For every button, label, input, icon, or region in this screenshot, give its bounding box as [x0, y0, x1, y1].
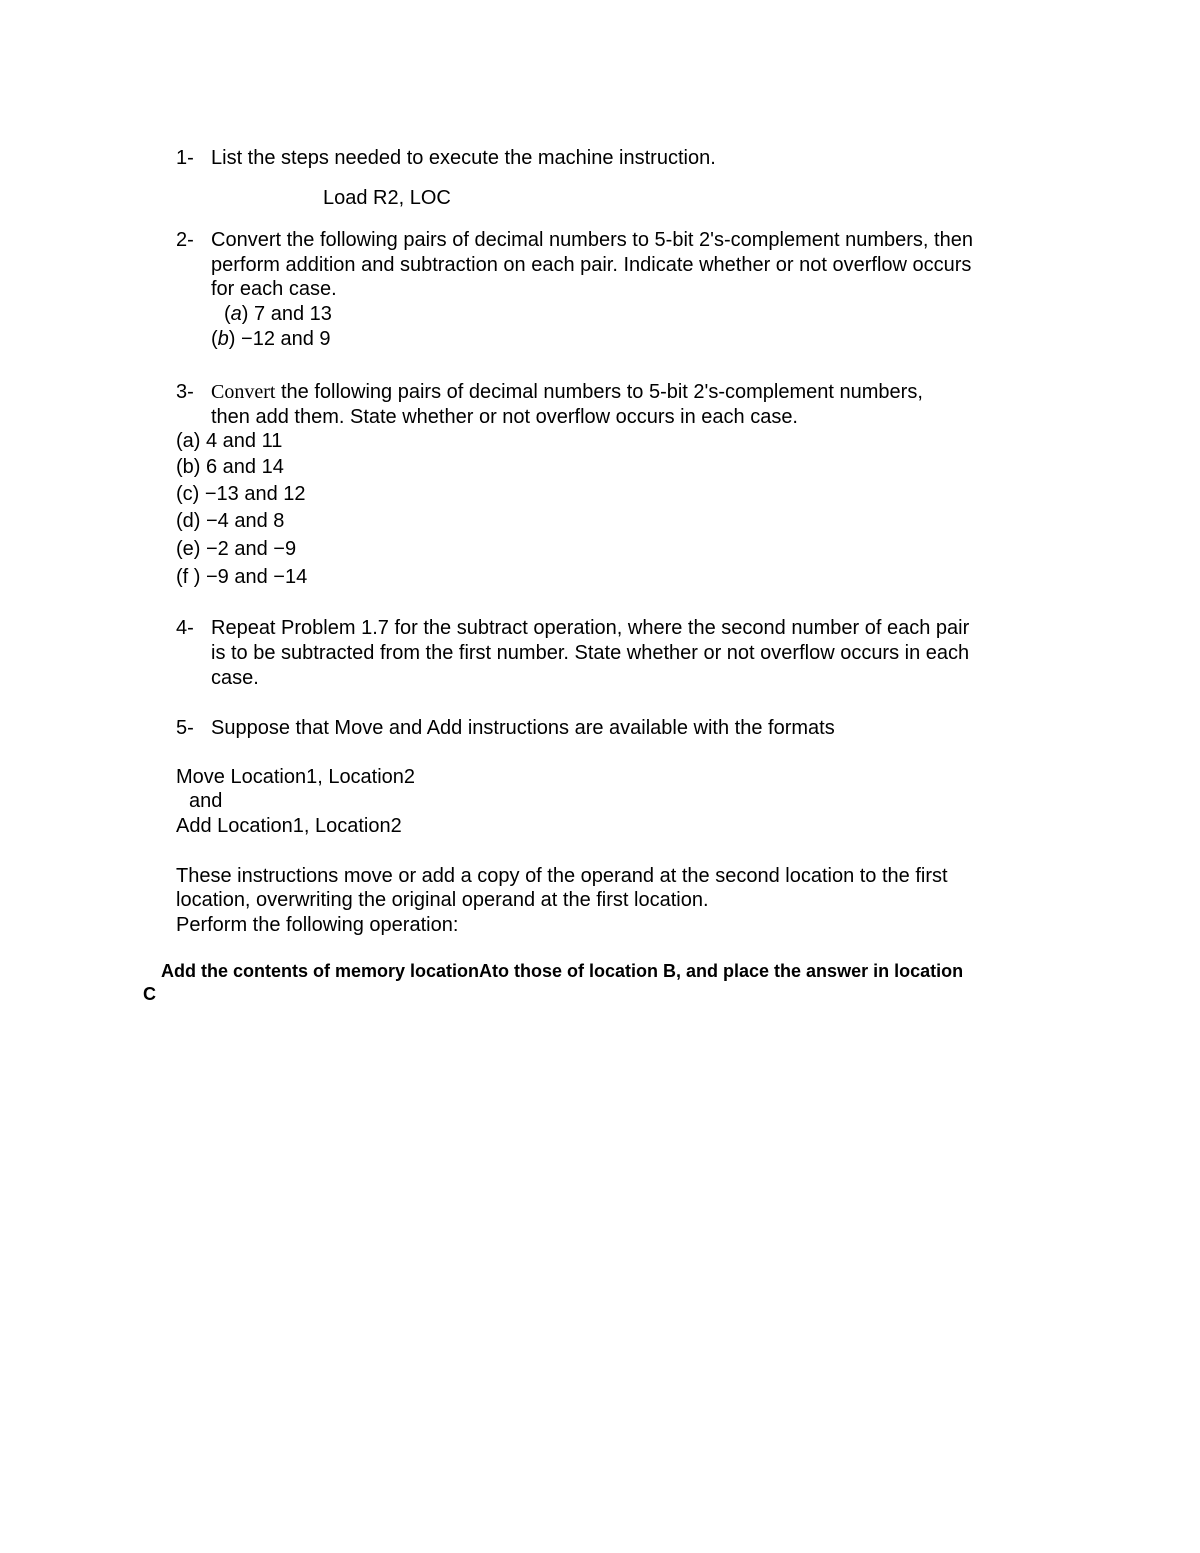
question-5-task-continuation: C [143, 984, 156, 1004]
question-5-text: Suppose that Move and Add instructions are available with the formats [211, 717, 835, 739]
question-3-item: (a) 4 and 11 [176, 430, 283, 452]
question-3-item: (f ) −9 and −14 [176, 566, 308, 588]
question-5-explanation: These instructions move or add a copy of the operand at the second location to the first [176, 865, 948, 887]
question-5-explanation: location, overwriting the original operand at the first location. [176, 889, 709, 911]
question-4-line: Repeat Problem 1.7 for the subtract operation, where the second number of each pair [211, 617, 970, 639]
question-4-line: case. [211, 667, 259, 689]
question-5-task: Add the contents of memory locationAto those of location B, and place the answer in location [161, 961, 964, 981]
question-3-number: 3- [176, 381, 194, 403]
question-2-number: 2- [176, 229, 194, 251]
question-2-line: for each case. [211, 278, 337, 300]
question-4-number: 4- [176, 617, 194, 639]
question-2-item-a: (a) 7 and 13 [224, 303, 332, 325]
question-5-explanation: Perform the following operation: [176, 914, 459, 936]
question-3-line [211, 380, 923, 404]
question-1-text: List the steps needed to execute the machine instruction. [211, 147, 716, 169]
question-3-item: (e) −2 and −9 [176, 538, 297, 560]
question-3-line-rest: the following pairs of decimal numbers to 5-bit 2's-complement numbers, [275, 381, 923, 403]
question-2-line: perform addition and subtraction on each pair. Indicate whether or not overflow occurs [211, 254, 972, 276]
question-5-format-and: and [189, 790, 223, 812]
question-2-line: Convert the following pairs of decimal numbers to 5-bit 2's-complement numbers, then [211, 229, 973, 251]
item-label: b [217, 328, 229, 350]
question-3-item: (b) 6 and 14 [176, 456, 284, 478]
question-3-line: then add them. State whether or not overflow occurs in each case. [211, 406, 798, 428]
question-3-item: (d) −4 and 8 [176, 510, 285, 532]
question-5-format-move: Move Location1, Location2 [176, 766, 416, 788]
question-5-number: 5- [176, 717, 194, 739]
question-3-item: (c) −13 and 12 [176, 483, 306, 505]
question-4-line: is to be subtracted from the first number. State whether or not overflow occurs in each [211, 642, 970, 664]
question-3-lead-word: Convert [211, 381, 276, 403]
item-text: 7 and 13 [248, 303, 332, 325]
question-2-item-b: (b) −12 and 9 [211, 328, 331, 350]
item-label: a [230, 303, 242, 325]
question-5-format-add: Add Location1, Location2 [176, 815, 402, 837]
question-1-instruction: Load R2, LOC [323, 187, 451, 209]
item-text: −12 and 9 [235, 328, 331, 350]
question-1-number: 1- [176, 147, 194, 169]
